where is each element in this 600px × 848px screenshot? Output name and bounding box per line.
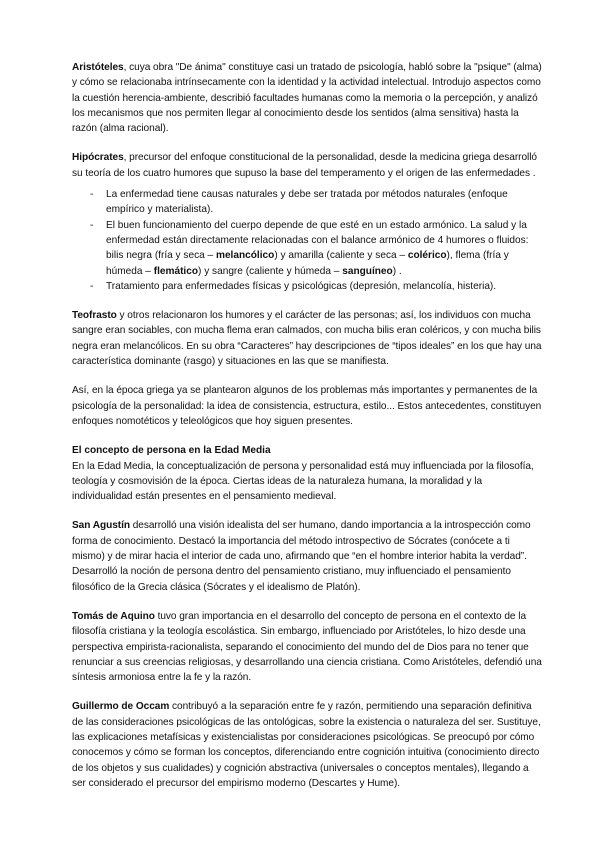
text-teofrasto: y otros relacionaron los humores y el carácter de las personas; así, los individuos con mucha sangre eran sociables, con mucha flema eran calmados, con mucha bilis eran coléricos, y con mucha bilis negra eran melancólicos. En su obra “Caracteres” hay descripciones de “tipos ideales” en los que hay una característica dominante (rasgo) y situaciones en las que se manifiesta.	[72, 310, 542, 368]
paragraph-teofrasto	[72, 308, 542, 369]
list-item: - El buen funcionamiento del cuerpo depende de que esté en un estado armónico. La salud y la enfermedad están directamente relacionadas con el balance armónico de 4 humores o fluidos: bilis negra (fría y seca – melancólico) y amarilla (caliente y seca – colérico), flema (fría y húmeda – flemático) y sangre (caliente y húmeda – sanguíneo) .	[90, 219, 529, 277]
paragraph-tomas-de-aquino	[72, 609, 542, 685]
term-melancolico: melancólico	[215, 250, 275, 262]
name-san-agustin: San Agustín	[72, 520, 130, 532]
term-colerico: colérico	[407, 250, 447, 262]
paragraph-san-agustin	[72, 518, 542, 594]
text-occam: contribuyó a la separación entre fe y razón, permitiendo una separación definitiva de las consideraciones psicológicas de las ontológicas, sobre la existencia o naturaleza del ser. Sustituye, las explicaciones metafísicas y existencialistas por consideraciones psicológicas. Se preocupó por cómo conocemos y cómo se forman los conceptos, diferenciando entre cognición intuitiva (conocimiento directo de los objetos y sus cualidades) y cognición abstractiva (universales o conceptos mentales), llegando a ser considerado el precursor del empirismo moderno (Descartes y Hume).	[72, 701, 541, 789]
name-occam: Guillermo de Occam	[72, 701, 170, 713]
dash-marker: -	[90, 280, 94, 292]
paragraph-hipocrates	[72, 150, 542, 181]
dash-marker: -	[90, 219, 94, 231]
term-flematico: flemático	[153, 265, 199, 277]
text-hipocrates: , precursor del enfoque constitucional de la personalidad, desde la medicina griega desarrolló su teoría de los cuatro humores que supuso la base del temperamento y el origen de las enfermedades .	[72, 152, 538, 179]
paragraph-occam	[72, 699, 542, 791]
text-san-agustin: desarrolló una visión idealista del ser humano, dando importancia a la introspección como forma de conocimiento. Destacó la importancia del método introspectivo de Sócrates (conócete a ti mismo) y de mirar hacia el interior de cada uno, afirmando que “en el hombre interior habita la verdad”. Desarrolló la noción de persona dentro del pensamiento cristiano, muy influenciado el pensamiento filosófico de la Grecia clásica (Sócrates y el idealismo de Platón).	[72, 520, 531, 593]
name-tomas-de-aquino: Tomás de Aquino	[72, 610, 155, 622]
term-sanguineo: sanguíneo	[342, 265, 393, 277]
document-page	[72, 60, 542, 805]
text-tomas-de-aquino: tuvo gran importancia en el desarrollo del concepto de persona en el contexto de la filosofía cristiana y la teología escolástica. Sin embargo, influenciado por Aristóteles, lo hizo desde una perspectiva empirista-racionalista, separando el conocimiento del mundo del de Dios para no tener que renunciar a sus creencias religiosas, y desarrollando una ciencia cristiana. Como Aristóteles, defendió una síntesis armoniosa entre la fe y la razón.	[72, 610, 542, 684]
paragraph-edad-media: En la Edad Media, la conceptualización de persona y personalidad está muy influenciada por la filosofía, teología y cosmovisión de la época. Ciertas ideas de la naturaleza humana, la moralidad y la individualidad están presentes en el pensamiento medieval.	[72, 460, 534, 503]
humores-list	[72, 187, 542, 294]
name-teofrasto: Teofrasto	[72, 310, 117, 322]
paragraph-aristoteles	[72, 60, 542, 136]
list-item: - Tratamiento para enfermedades físicas y psicológicas (depresión, melancolía, histeria).	[72, 279, 542, 294]
paragraph-epoca-griega: Así, en la época griega ya se plantearon algunos de los problemas más importantes y permanentes de la psicología de la personalidad: la idea de consistencia, estructura, estilo... Estos antecedentes, constituyen enfoques nomotéticos y teleológicos que hoy siguen presentes.	[72, 385, 542, 427]
section-heading-edad-media: El concepto de persona en la Edad Media	[72, 445, 271, 457]
name-aristoteles: Aristóteles	[72, 62, 124, 73]
dash-marker: -	[90, 189, 94, 201]
list-item: - La enfermedad tiene causas naturales y debe ser tratada por métodos naturales (enfoque empírico y materialista).	[90, 189, 508, 216]
text-aristoteles: , cuya obra "De ánima" constituye casi un tratado de psicología, habló sobre la "psique" (alma) y cómo se relacionaba intrínsecamente con la identidad y la actividad intelectual. Introdujo aspectos como la cuestión herencia-ambiente, describió facultades humanas como la memoria o la percepción, y analizó los mecanismos que nos permiten llegar al conocimiento desde los sentidos (alma sensitiva) hasta la razón (alma racional).	[72, 62, 542, 135]
name-hipocrates: Hipócrates	[72, 152, 124, 164]
